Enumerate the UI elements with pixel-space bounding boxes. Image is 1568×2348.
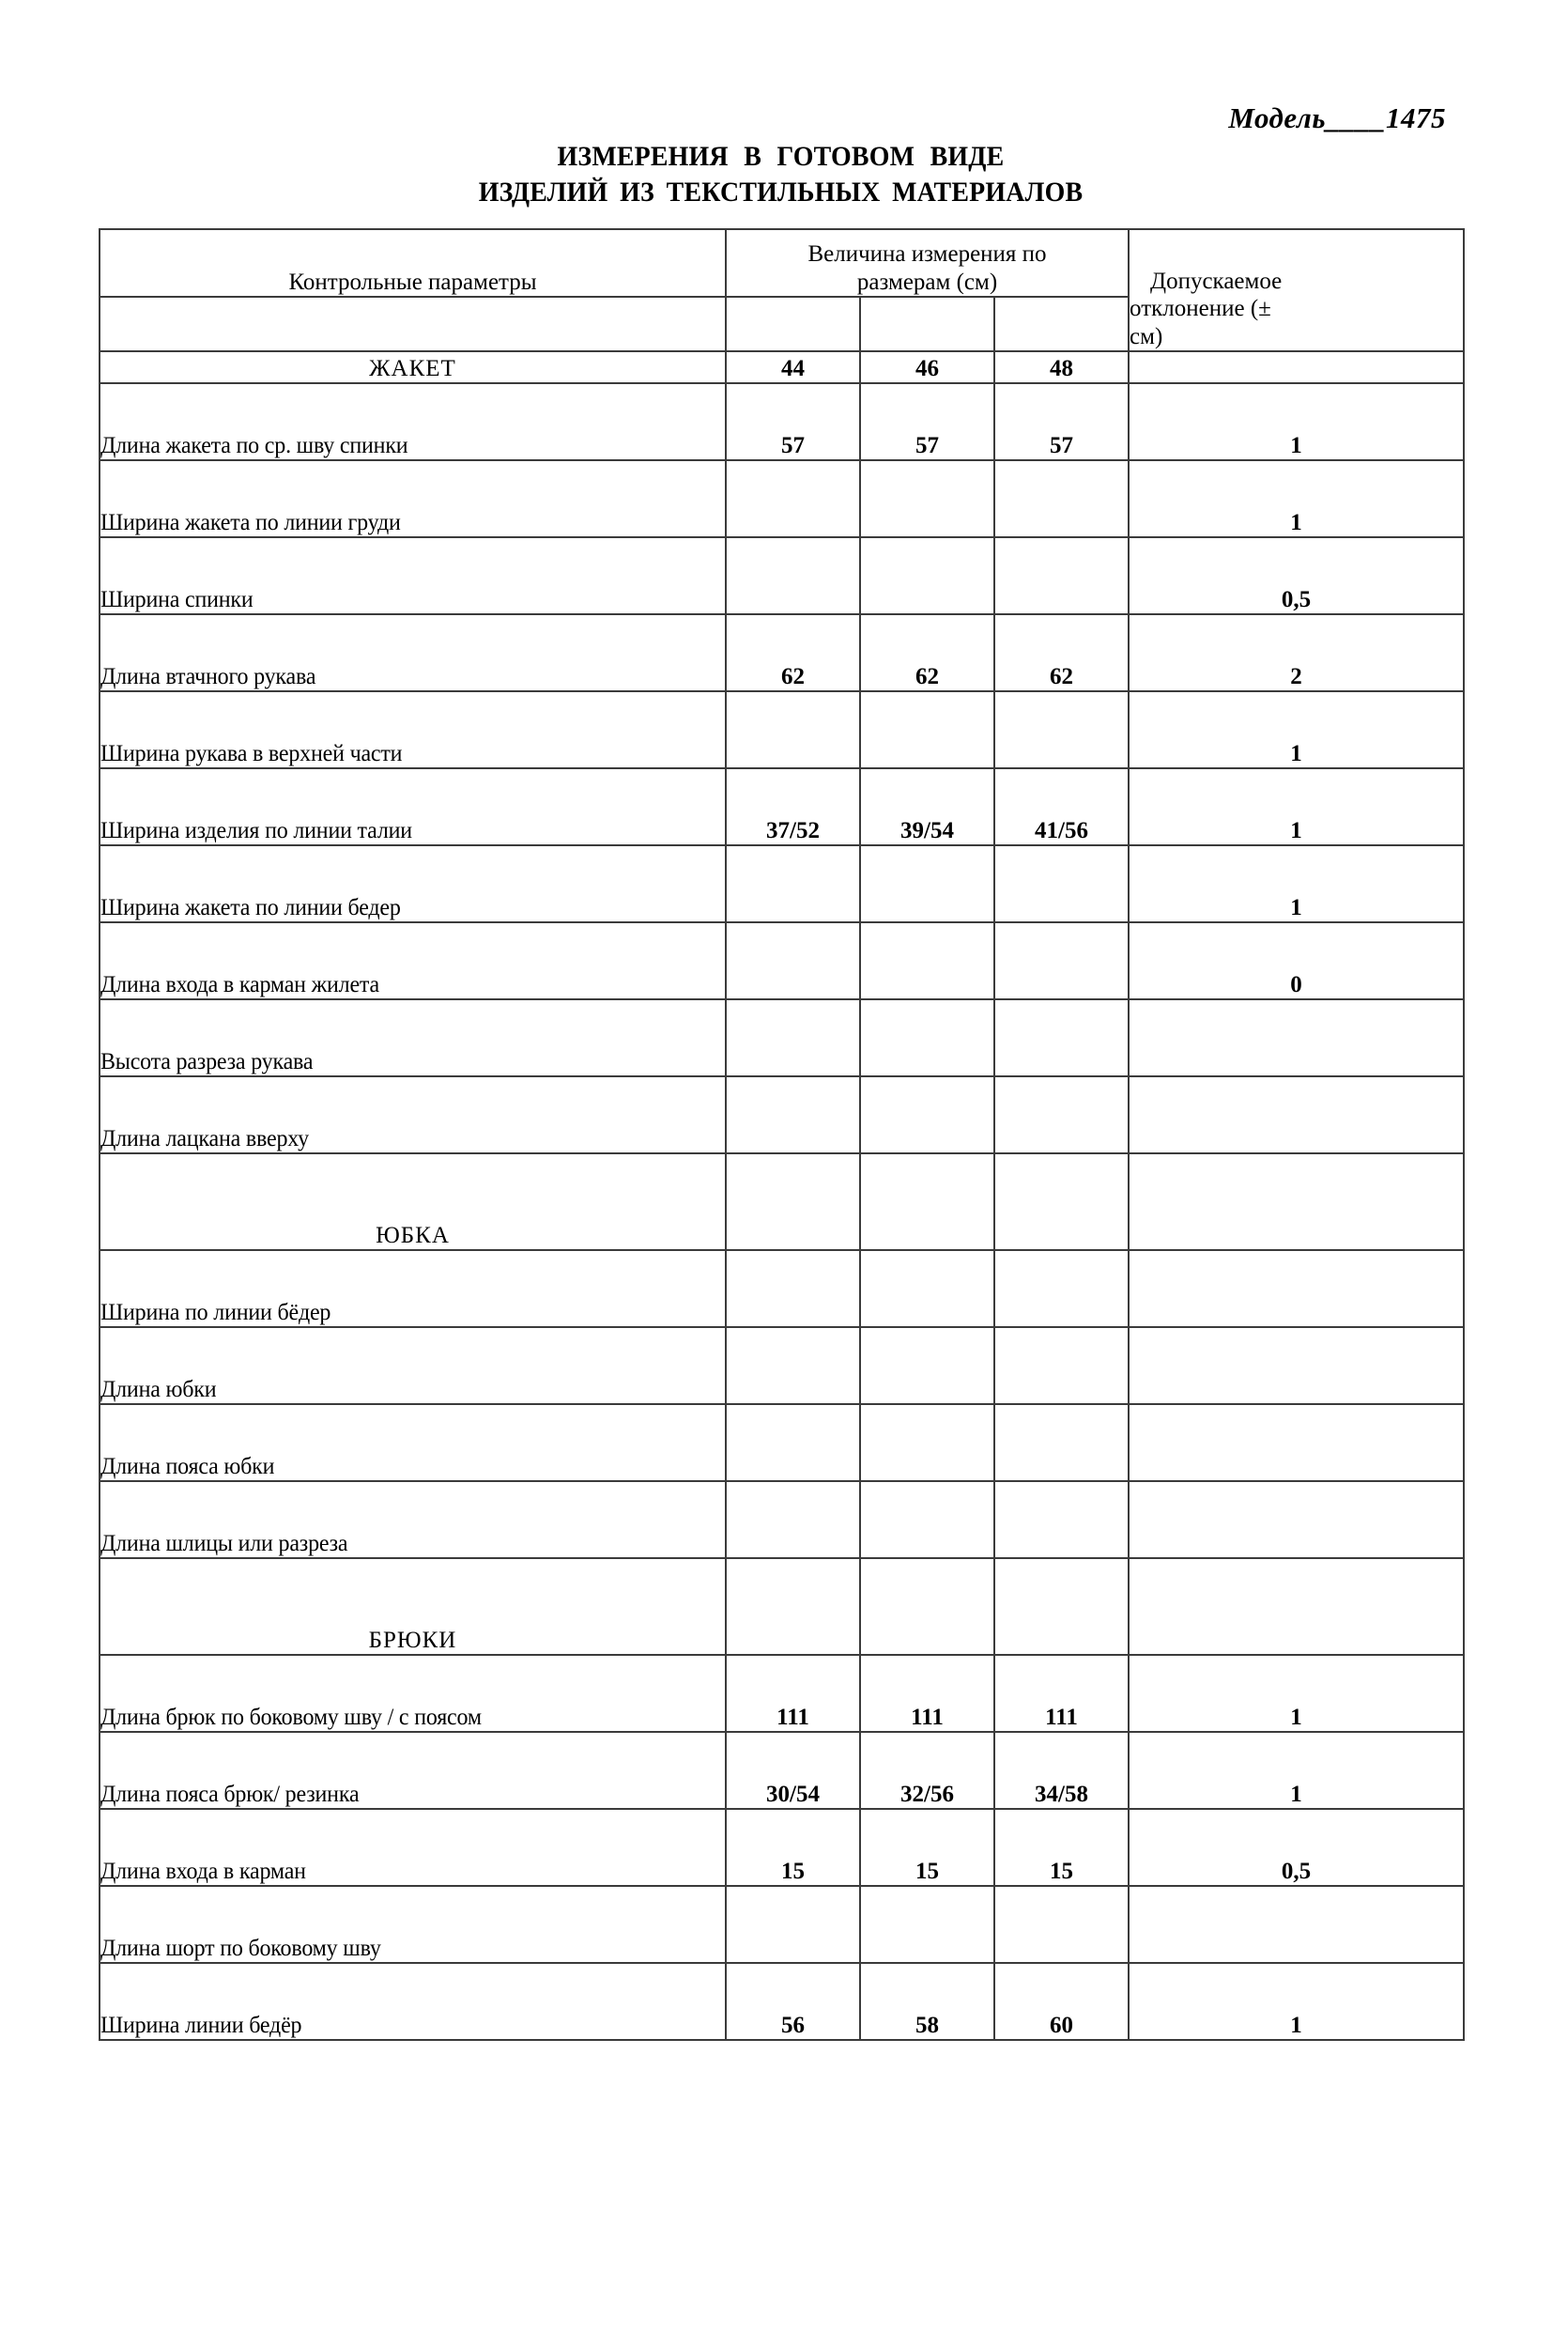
section-title: ЖАКЕТ bbox=[100, 351, 726, 383]
tolerance-value: 1 bbox=[1129, 383, 1464, 460]
section-size-header: 46 bbox=[860, 351, 994, 383]
measurement-value bbox=[860, 922, 994, 999]
measurement-value bbox=[860, 460, 994, 537]
parameter-label: Длина пояса юбки bbox=[100, 1404, 700, 1481]
table-row bbox=[100, 1886, 1464, 1963]
section-size-header bbox=[860, 1558, 994, 1655]
measurement-value: 62 bbox=[994, 614, 1129, 691]
measurement-value: 111 bbox=[994, 1655, 1129, 1732]
parameter-label: Ширина рукава в верхней части bbox=[100, 691, 700, 768]
table-row bbox=[100, 999, 1464, 1076]
measurement-value bbox=[994, 1076, 1129, 1153]
measurement-value bbox=[860, 691, 994, 768]
measurement-value bbox=[726, 1076, 860, 1153]
parameter-label: Длина пояса брюк/ резинка bbox=[100, 1732, 700, 1809]
parameter-label: Ширина жакета по линии груди bbox=[100, 460, 700, 537]
tolerance-value: 1 bbox=[1129, 691, 1464, 768]
tolerance-value bbox=[1129, 1481, 1464, 1558]
measurement-value bbox=[860, 845, 994, 922]
section-tolerance bbox=[1129, 351, 1464, 383]
page-title-line-2: ИЗДЕЛИЙ ИЗ ТЕКСТИЛЬНЫХ МАТЕРИАЛОВ bbox=[478, 177, 1084, 208]
section-size-header bbox=[994, 1558, 1129, 1655]
table-row bbox=[100, 1963, 1464, 2040]
parameter-label: Высота разреза рукава bbox=[100, 999, 700, 1076]
measurement-value bbox=[994, 1250, 1129, 1327]
measurement-value bbox=[860, 999, 994, 1076]
measurement-value bbox=[726, 537, 860, 614]
measurement-value bbox=[726, 460, 860, 537]
measurement-value: 15 bbox=[726, 1809, 860, 1886]
measurement-value bbox=[994, 1327, 1129, 1404]
subheader-size-1 bbox=[726, 297, 860, 351]
tolerance-value: 0,5 bbox=[1129, 537, 1464, 614]
measurement-value: 58 bbox=[860, 1963, 994, 2040]
measurement-value bbox=[994, 1404, 1129, 1481]
table-row bbox=[100, 383, 1464, 460]
measurement-value bbox=[860, 1481, 994, 1558]
measurement-value: 60 bbox=[994, 1963, 1129, 2040]
page-title bbox=[99, 139, 1463, 210]
table-header-row bbox=[100, 229, 1464, 297]
measurement-value: 32/56 bbox=[860, 1732, 994, 1809]
measurements-table bbox=[99, 228, 1465, 2041]
measurement-value bbox=[860, 1076, 994, 1153]
measurement-value bbox=[994, 691, 1129, 768]
tolerance-value: 1 bbox=[1129, 1963, 1464, 2040]
measurement-value bbox=[726, 691, 860, 768]
measurement-value bbox=[994, 845, 1129, 922]
table-row bbox=[100, 845, 1464, 922]
table-row bbox=[100, 460, 1464, 537]
parameter-label: Длина входа в карман bbox=[100, 1809, 700, 1886]
parameter-label: Длина юбки bbox=[100, 1327, 700, 1404]
table-row bbox=[100, 768, 1464, 845]
tolerance-value: 0,5 bbox=[1129, 1809, 1464, 1886]
table-row bbox=[100, 691, 1464, 768]
header-tolerance bbox=[1129, 229, 1464, 351]
parameter-label: Длина брюк по боковому шву / с поясом bbox=[100, 1655, 700, 1732]
parameter-label: Ширина спинки bbox=[100, 537, 700, 614]
section-size-header bbox=[994, 1153, 1129, 1250]
parameter-label: Ширина жакета по линии бедер bbox=[100, 845, 700, 922]
table-row bbox=[100, 614, 1464, 691]
measurement-value: 15 bbox=[860, 1809, 994, 1886]
table-row bbox=[100, 922, 1464, 999]
table-row bbox=[100, 1481, 1464, 1558]
measurement-value: 15 bbox=[994, 1809, 1129, 1886]
tolerance-value: 2 bbox=[1129, 614, 1464, 691]
subheader-spacer bbox=[100, 297, 726, 351]
section-title: ЮБКА bbox=[100, 1153, 726, 1250]
parameter-label: Длина лацкана вверху bbox=[100, 1076, 700, 1153]
table-row bbox=[100, 537, 1464, 614]
tolerance-value bbox=[1129, 1404, 1464, 1481]
section-title: БРЮКИ bbox=[100, 1558, 726, 1655]
parameter-label: Длина входа в карман жилета bbox=[100, 922, 700, 999]
parameter-label: Длина втачного рукава bbox=[100, 614, 700, 691]
measurement-value: 39/54 bbox=[860, 768, 994, 845]
measurement-value bbox=[726, 1404, 860, 1481]
table-row bbox=[100, 1732, 1464, 1809]
measurement-value bbox=[726, 845, 860, 922]
subheader-size-3 bbox=[994, 297, 1129, 351]
header-tolerance-line-2: отклонение (± bbox=[1130, 296, 1271, 321]
header-tolerance-line-1: Допускаемое bbox=[1150, 268, 1283, 294]
measurement-value: 57 bbox=[994, 383, 1129, 460]
tolerance-value bbox=[1129, 1886, 1464, 1963]
header-parameters: Контрольные параметры bbox=[100, 229, 726, 297]
measurement-value: 62 bbox=[860, 614, 994, 691]
measurement-value bbox=[726, 999, 860, 1076]
header-measurement bbox=[726, 229, 1129, 297]
measurement-value bbox=[860, 1327, 994, 1404]
measurement-value: 57 bbox=[860, 383, 994, 460]
model-number: Модель____1475 bbox=[1228, 101, 1446, 134]
measurement-value bbox=[860, 1886, 994, 1963]
parameter-label: Ширина по линии бёдер bbox=[100, 1250, 700, 1327]
section-size-header bbox=[726, 1558, 860, 1655]
measurement-value bbox=[994, 922, 1129, 999]
section-header-row bbox=[100, 1153, 1464, 1250]
page-title-line-1: ИЗМЕРЕНИЯ В ГОТОВОМ ВИДЕ bbox=[557, 141, 1005, 172]
parameter-label: Длина шорт по боковому шву bbox=[100, 1886, 700, 1963]
parameter-label: Длина шлицы или разреза bbox=[100, 1481, 700, 1558]
tolerance-value: 1 bbox=[1129, 1732, 1464, 1809]
table-row bbox=[100, 1250, 1464, 1327]
tolerance-value: 0 bbox=[1129, 922, 1464, 999]
table-row bbox=[100, 1076, 1464, 1153]
measurement-value: 111 bbox=[860, 1655, 994, 1732]
measurement-value bbox=[726, 1250, 860, 1327]
measurement-value bbox=[994, 999, 1129, 1076]
section-size-header bbox=[860, 1153, 994, 1250]
measurement-value bbox=[994, 537, 1129, 614]
measurement-value bbox=[726, 1481, 860, 1558]
tolerance-value: 1 bbox=[1129, 768, 1464, 845]
header-measurement-line-2: размерам (см) bbox=[856, 269, 998, 295]
parameter-label: Длина жакета по ср. шву спинки bbox=[100, 383, 700, 460]
header-measurement-line-1: Величина измерения по bbox=[807, 241, 1047, 267]
section-header-row bbox=[100, 351, 1464, 383]
tolerance-value bbox=[1129, 1076, 1464, 1153]
tolerance-value: 1 bbox=[1129, 1655, 1464, 1732]
measurement-value bbox=[860, 1404, 994, 1481]
table-row bbox=[100, 1327, 1464, 1404]
section-size-header: 44 bbox=[726, 351, 860, 383]
parameter-label: Ширина линии бедёр bbox=[100, 1963, 700, 2040]
parameter-label: Ширина изделия по линии талии bbox=[100, 768, 700, 845]
measurement-value bbox=[860, 1250, 994, 1327]
tolerance-value: 1 bbox=[1129, 845, 1464, 922]
measurement-value: 37/52 bbox=[726, 768, 860, 845]
table-row bbox=[100, 1655, 1464, 1732]
measurement-value: 41/56 bbox=[994, 768, 1129, 845]
header-tolerance-line-3: см) bbox=[1130, 323, 1163, 349]
section-header-row bbox=[100, 1558, 1464, 1655]
measurement-value: 111 bbox=[726, 1655, 860, 1732]
measurement-value: 62 bbox=[726, 614, 860, 691]
subheader-size-2 bbox=[860, 297, 994, 351]
section-tolerance bbox=[1129, 1558, 1464, 1655]
measurement-value: 34/58 bbox=[994, 1732, 1129, 1809]
measurement-value: 57 bbox=[726, 383, 860, 460]
tolerance-value bbox=[1129, 1327, 1464, 1404]
section-size-header: 48 bbox=[994, 351, 1129, 383]
measurement-value bbox=[726, 1886, 860, 1963]
measurement-value bbox=[726, 922, 860, 999]
table-row bbox=[100, 1404, 1464, 1481]
measurement-value bbox=[994, 1886, 1129, 1963]
measurement-value: 56 bbox=[726, 1963, 860, 2040]
measurement-value bbox=[726, 1327, 860, 1404]
measurement-value bbox=[994, 1481, 1129, 1558]
measurement-value bbox=[860, 537, 994, 614]
section-size-header bbox=[726, 1153, 860, 1250]
tolerance-value: 1 bbox=[1129, 460, 1464, 537]
tolerance-value bbox=[1129, 1250, 1464, 1327]
table-row bbox=[100, 1809, 1464, 1886]
section-tolerance bbox=[1129, 1153, 1464, 1250]
measurement-value bbox=[994, 460, 1129, 537]
tolerance-value bbox=[1129, 999, 1464, 1076]
measurement-value: 30/54 bbox=[726, 1732, 860, 1809]
